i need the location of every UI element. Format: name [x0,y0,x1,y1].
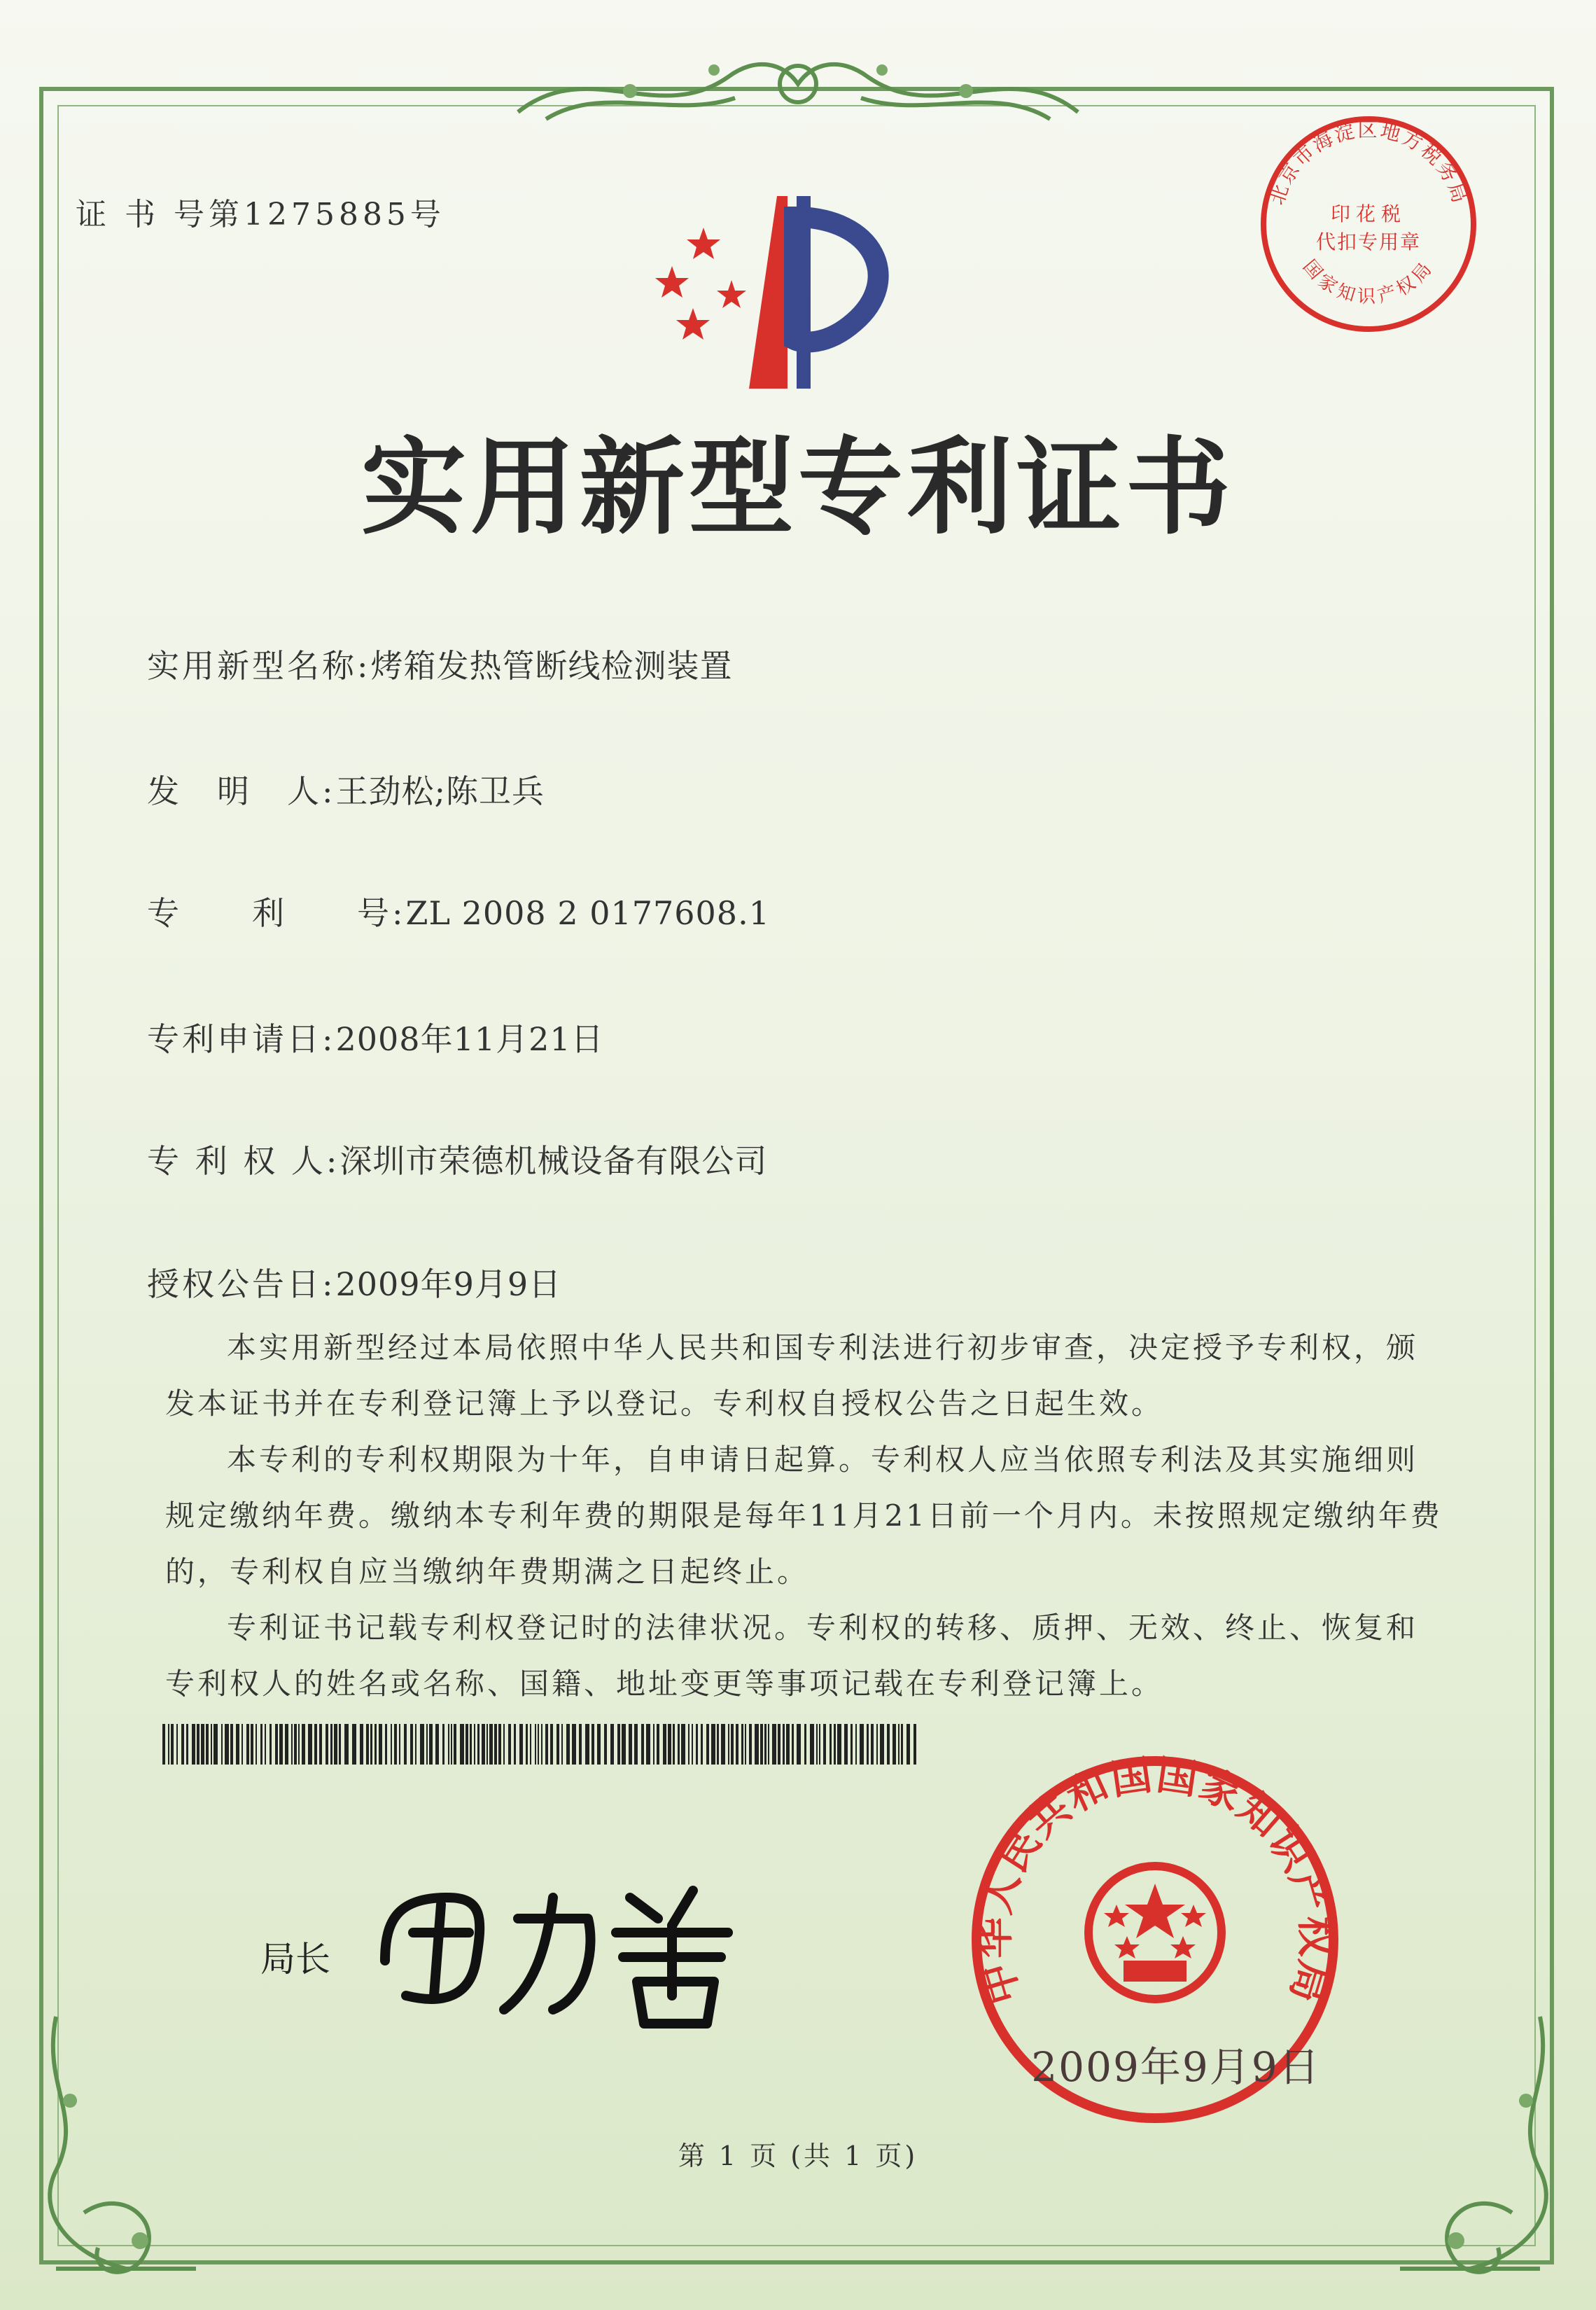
barcode-bar [736,1724,738,1765]
barcode-bar [339,1724,341,1765]
barcode-bar [592,1724,594,1765]
field-inventor [147,766,545,812]
field-value: 烤箱发热管断线检测装置 [370,647,733,685]
barcode-bar [855,1724,857,1765]
sipo-emblem-icon [644,189,910,392]
barcode-bar [819,1724,820,1765]
barcode-bar [764,1724,766,1765]
svg-text:国家知识产权局 [1298,256,1438,307]
field-label: 专利申请日: [147,1020,336,1058]
barcode-bar [270,1724,272,1765]
barcode-bar [550,1724,553,1765]
barcode-bar [374,1724,377,1765]
barcode-bar [211,1724,212,1765]
barcode-bar [214,1724,218,1765]
barcode-bar [519,1724,523,1765]
barcode-bar [797,1724,801,1765]
barcode-bar [760,1724,763,1765]
field-label: 实用新型名称: [147,647,371,685]
national-emblem-icon [1088,1866,1222,1999]
seal-date: 2009年9月9日 [1031,2043,1321,2091]
barcode-bar [494,1724,497,1765]
field-value: ZL 2008 2 0177608.1 [405,894,770,932]
barcode-bar [230,1724,233,1765]
barcode-bar [255,1724,257,1765]
director-signature [364,1856,756,2031]
barcode-bar [260,1724,262,1765]
barcode-bar [566,1724,570,1765]
barcode-bar [604,1724,607,1765]
barcode-bar [344,1724,349,1765]
barcode-bar [482,1724,485,1765]
barcode-bar [617,1724,620,1765]
barcode-bar [561,1724,563,1765]
field-label: 专 利 号: [147,894,406,932]
barcode-bar [410,1724,413,1765]
barcode-bar [786,1724,790,1765]
barcode-bar [465,1724,468,1765]
barcode-bar [526,1724,528,1765]
tax-stamp-line2: 代扣专用章 [1315,230,1422,253]
barcode-bar [701,1724,703,1765]
field-value: 深圳市荣德机械设备有限公司 [340,1142,768,1180]
barcode-bar [641,1724,644,1765]
barcode-bar [415,1724,416,1765]
barcode-bar [538,1724,539,1765]
barcode-bar [279,1724,283,1765]
top-ornament-icon [504,42,1092,133]
barcode-bar [201,1724,204,1765]
barcode-bar [385,1724,387,1765]
tax-stamp-ring-text: 北京市海淀区地方税务局 [1265,118,1472,208]
barcode-bar [867,1724,869,1765]
body-paragraph: 专利证书记载专利权登记时的法律状况。专利权的转移、质押、无效、终止、恢复和专利权人的姓名或名称、国籍、地址变更等事项记载在专利登记簿上。 [165,1610,1419,1701]
barcode-bar [892,1724,896,1765]
certificate-title: 实用新型专利证书 [360,426,1235,549]
barcode-bar [810,1724,814,1765]
field-label: 发 明 人: [147,772,336,810]
barcode-bar [236,1724,239,1765]
barcode-bar [302,1724,305,1765]
barcode-bar [530,1724,531,1765]
barcode-bar [741,1724,743,1765]
barcode-bar [352,1724,356,1765]
barcode-bar [360,1724,363,1765]
barcode-bar [711,1724,715,1765]
barcode-bar [622,1724,626,1765]
barcode-bar [171,1724,174,1765]
barcode-bar [816,1724,818,1765]
tax-stamp-line1: 印花税 [1330,202,1407,225]
barcode-bar [634,1724,638,1765]
barcode-bar [783,1724,785,1765]
seal-ring-text: 中华人民共和国国家知识产权局 [969,1751,1340,2010]
barcode-bar [830,1724,832,1765]
director-label: 局长 [260,1939,330,1979]
barcode-bar [420,1724,424,1765]
certificate-number: 证 书 号第1275885号 [76,197,445,232]
barcode-bar [275,1724,278,1765]
barcode-bar [906,1724,910,1765]
barcode-bar [860,1724,864,1765]
barcode-bar [880,1724,884,1765]
barcode-bar [668,1724,671,1765]
barcode [162,1724,922,1765]
barcode-bar [850,1724,853,1765]
barcode-bar [326,1724,328,1765]
barcode-bar [653,1724,654,1765]
barcode-bar [844,1724,848,1765]
barcode-bar [442,1724,444,1765]
barcode-bar [394,1724,397,1765]
barcode-bar [298,1724,300,1765]
barcode-bar [251,1724,253,1765]
field-patentee [147,1136,767,1182]
barcode-bar [678,1724,680,1765]
certificate-body [165,1320,1446,1712]
barcode-bar [696,1724,698,1765]
barcode-bar [319,1724,322,1765]
field-utility-model-name [147,641,733,687]
field-value: 2009年9月9日 [335,1265,562,1303]
field-value: 王劲松;陈卫兵 [335,772,545,810]
barcode-bar [772,1724,776,1765]
barcode-bar [314,1724,317,1765]
barcode-bar [688,1724,690,1765]
barcode-bar [755,1724,759,1765]
field-grant-date [147,1259,561,1305]
barcode-bar [508,1724,511,1765]
barcode-bar [391,1724,392,1765]
barcode-bar [454,1724,456,1765]
barcode-bar [503,1724,505,1765]
barcode-bar [181,1724,184,1765]
barcode-bar [498,1724,501,1765]
barcode-bar [823,1724,826,1765]
barcode-bar [370,1724,372,1765]
field-patent-number [147,888,770,934]
barcode-bar [731,1724,734,1765]
barcode-bar [657,1724,659,1765]
barcode-bar [451,1724,452,1765]
tax-stamp-bottom-text: 国家知识产权局 [1298,256,1439,308]
barcode-bar [186,1724,188,1765]
barcode-bar [585,1724,589,1765]
body-paragraph: 本专利的专利权期限为十年，自申请日起算。专利权人应当依照专利法及其实施细则规定缴纳年费。缴纳本专利年费的期限是每年11月21日前一个月内。未按照规定缴纳年费的，专利权自应当缴纳年费期满之日起终止。 [165,1442,1443,1589]
barcode-bar [334,1724,337,1765]
barcode-bar [477,1724,479,1765]
barcode-bar [197,1724,200,1765]
barcode-bar [246,1724,249,1765]
barcode-bar [804,1724,806,1765]
barcode-bar [901,1724,903,1765]
barcode-bar [535,1724,536,1765]
barcode-bar [379,1724,382,1765]
barcode-bar [514,1724,516,1765]
barcode-bar [692,1724,693,1765]
barcode-bar [579,1724,582,1765]
barcode-bar [745,1724,746,1765]
barcode-bar [717,1724,719,1765]
barcode-bar [768,1724,769,1765]
barcode-bar [673,1724,675,1765]
barcode-bar [663,1724,666,1765]
barcode-bar [597,1724,601,1765]
barcode-bar [265,1724,266,1765]
barcode-bar [572,1724,576,1765]
barcode-bar [308,1724,312,1765]
barcode-bar [489,1724,493,1765]
field-value: 2008年11月21日 [335,1020,604,1058]
barcode-bar [837,1724,841,1765]
barcode-bar [168,1724,169,1765]
barcode-bar [460,1724,464,1765]
barcode-bar [871,1724,874,1765]
field-label: 专 利 权 人: [147,1142,340,1180]
barcode-bar [778,1724,780,1765]
barcode-bar [887,1724,890,1765]
barcode-bar [429,1724,433,1765]
barcode-bar [541,1724,542,1765]
barcode-bar [474,1724,475,1765]
barcode-bar [435,1724,439,1765]
barcode-bar [681,1724,685,1765]
barcode-bar [629,1724,632,1765]
barcode-bar [728,1724,729,1765]
barcode-bar [330,1724,332,1765]
barcode-bar [162,1724,165,1765]
body-paragraph: 本实用新型经过本局依照中华人民共和国专利法进行初步审查，决定授予专利权，颁发本证书并在专利登记簿上予以登记。专利权自授权公告之日起生效。 [165,1330,1419,1421]
barcode-bar [176,1724,178,1765]
barcode-bar [192,1724,195,1765]
barcode-bar [291,1724,293,1765]
barcode-bar [285,1724,288,1765]
barcode-bar [610,1724,614,1765]
barcode-bar [749,1724,752,1765]
barcode-bar [834,1724,836,1765]
barcode-bar [426,1724,428,1765]
barcode-bar [721,1724,725,1765]
barcode-bar [404,1724,407,1765]
tax-stamp [1253,109,1484,340]
barcode-bar [221,1724,223,1765]
barcode-bar [913,1724,916,1765]
barcode-bar [366,1724,369,1765]
barcode-bar [556,1724,559,1765]
barcode-bar [646,1724,650,1765]
barcode-bar [792,1724,794,1765]
barcode-bar [706,1724,709,1765]
barcode-bar [241,1724,243,1765]
barcode-bar [545,1724,548,1765]
barcode-bar [470,1724,472,1765]
barcode-bar [225,1724,229,1765]
barcode-bar [294,1724,297,1765]
barcode-bar [876,1724,878,1765]
barcode-bar [448,1724,449,1765]
barcode-bar [486,1724,488,1765]
svg-text:北京市海淀区地方税务局 [1265,118,1472,208]
barcode-bar [206,1724,209,1765]
field-filing-date [147,1014,604,1060]
barcode-bar [399,1724,400,1765]
barcode-bar [898,1724,899,1765]
page-number: 第 1 页 (共 1 页) [678,2141,918,2171]
field-label: 授权公告日: [147,1265,336,1303]
